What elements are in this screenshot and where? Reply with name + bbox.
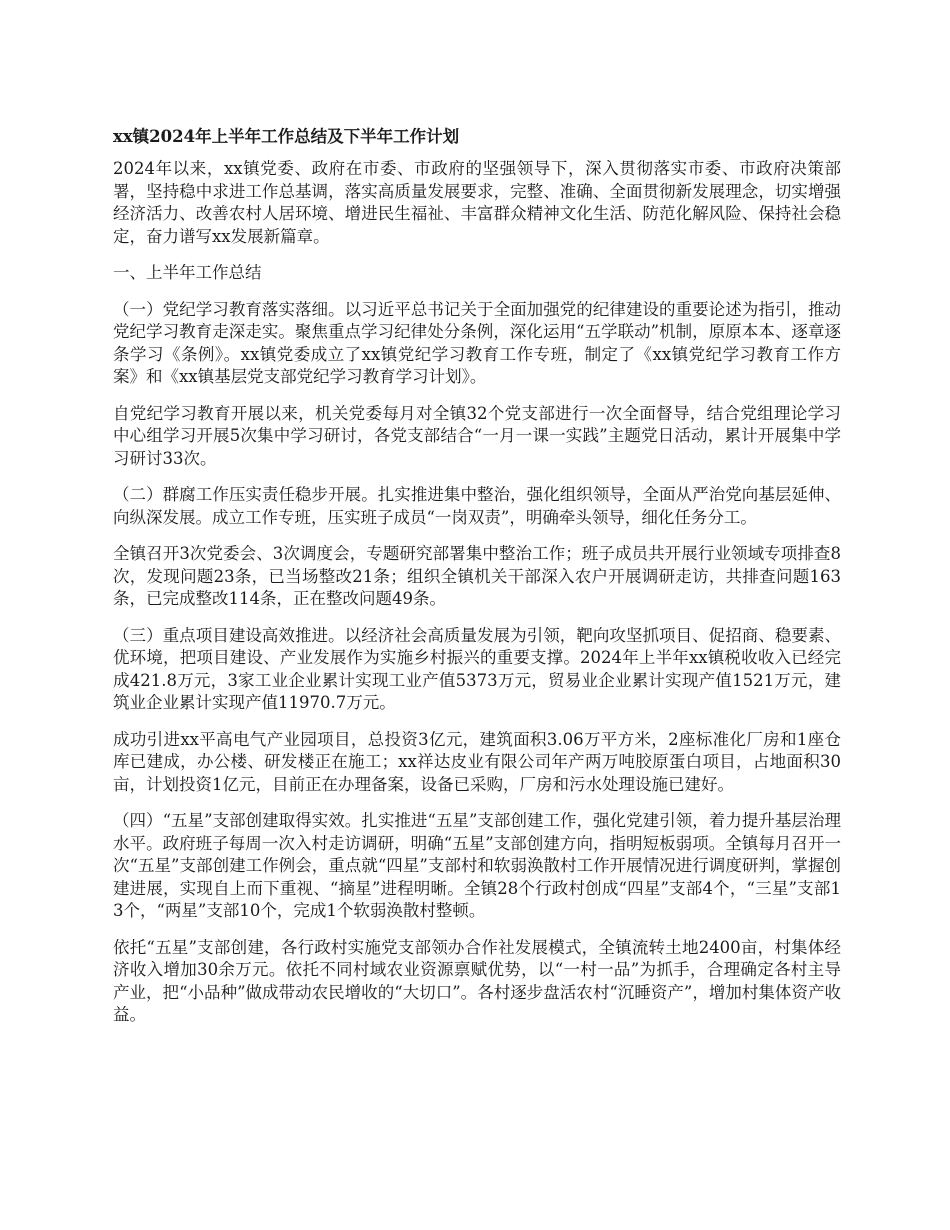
- paragraph-introduced-projects: 成功引进xx平高电气产业园项目，总投资3亿元，建筑面积3.06万平方米，2座标准化厂房和1座仓库已建成，办公楼、研发楼正在施工；xx祥达皮业有限公司年产两万吨胶原蛋白项目，占地面积30亩，计划投资1亿元，目前正在办理备案，设备已采购，厂房和污水处理设施已建好。: [113, 729, 841, 794]
- paragraph-supervision: 自党纪学习教育开展以来，机关党委每月对全镇32个党支部进行一次全面督导，结合党组理论学习中心组学习开展5次集中学习研讨，各党支部结合“一月一课一实践”主题党日活动，累计开展集中学习研讨33次。: [113, 403, 841, 468]
- paragraph-cooperatives: 依托“五星”支部创建，各行政村实施党支部领办合作社发展模式，全镇流转土地2400亩，村集体经济收入增加30余万元。依托不同村域农业资源禀赋优势，以“一村一品”为抓手，合理确定各村主导产业，把“小品种”做成带动农民增收的“大切口”。各村逐步盘活农村“沉睡资产”，增加村集体资产收益。: [113, 937, 841, 1024]
- paragraph-meetings-inspection: 全镇召开3次党委会、3次调度会，专题研究部署集中整治工作；班子成员共开展行业领域专项排查8次，发现问题23条，已当场整改21条；组织全镇机关干部深入农户开展调研走访，共排查问题163条，已完成整改114条，正在整改问题49条。: [113, 544, 841, 608]
- intro-paragraph: 2024年以来，xx镇党委、政府在市委、市政府的坚强领导下，深入贯彻落实市委、市政府决策部署，坚持稳中求进工作总基调，落实高质量发展要求，完整、准确、全面贯彻新发展理念，切实增强经济活力、改善农村人居环境、增进民生福祉、丰富群众精神文化生活、防范化解风险、保持社会稳定，奋力谱写xx发展新篇章。: [113, 159, 841, 246]
- paragraph-five-star-branch: （四）“五星”支部创建取得实效。扎实推进“五星”支部创建工作，强化党建引领，着力提升基层治理水平。政府班子每周一次入村走访调研，明确“五星”支部创建方向，指明短板弱项。全镇每月召开一次“五星”支部创建工作例会，重点就“四星”支部村和软弱涣散村工作开展情况进行调度研判，掌握创建进展，实现自上而下重视、“摘星”进程明晰。全镇28个行政村创成“四星”支部4个，“三星”支部13个，“两星”支部10个，完成1个软弱涣散村整顿。: [113, 811, 841, 920]
- paragraph-key-projects: （三）重点项目建设高效推进。以经济社会高质量发展为引领，靶向攻坚抓项目、促招商、稳要素、优环境，把项目建设、产业发展作为实施乡村振兴的重要支撑。2024年上半年xx镇税收收入已经完成421.8万元，3家工业企业累计实现工业产值5373万元，贸易业企业累计实现产值1521万元，建筑业企业累计实现产值11970.7万元。: [113, 625, 841, 712]
- document-page: [113, 124, 841, 1041]
- paragraph-corruption-rectification: （二）群腐工作压实责任稳步开展。扎实推进集中整治，强化组织领导，全面从严治党向基层延伸、向纵深发展。成立工作专班，压实班子成员“一岗双责”，明确牵头领导，细化任务分工。: [113, 485, 841, 527]
- document-title: xx镇2024年上半年工作总结及下半年工作计划: [113, 127, 460, 146]
- paragraph-party-discipline: （一）党纪学习教育落实落细。以习近平总书记关于全面加强党的纪律建设的重要论述为指引，推动党纪学习教育走深走实。聚焦重点学习纪律处分条例，深化运用“五学联动”机制，原原本本、逐章逐条学习《条例》。xx镇党委成立了xx镇党纪学习教育工作专班，制定了《xx镇党纪学习教育工作方案》和《xx镇基层党支部党纪学习教育学习计划》。: [113, 299, 841, 386]
- section-heading: 一、上半年工作总结: [113, 263, 262, 282]
